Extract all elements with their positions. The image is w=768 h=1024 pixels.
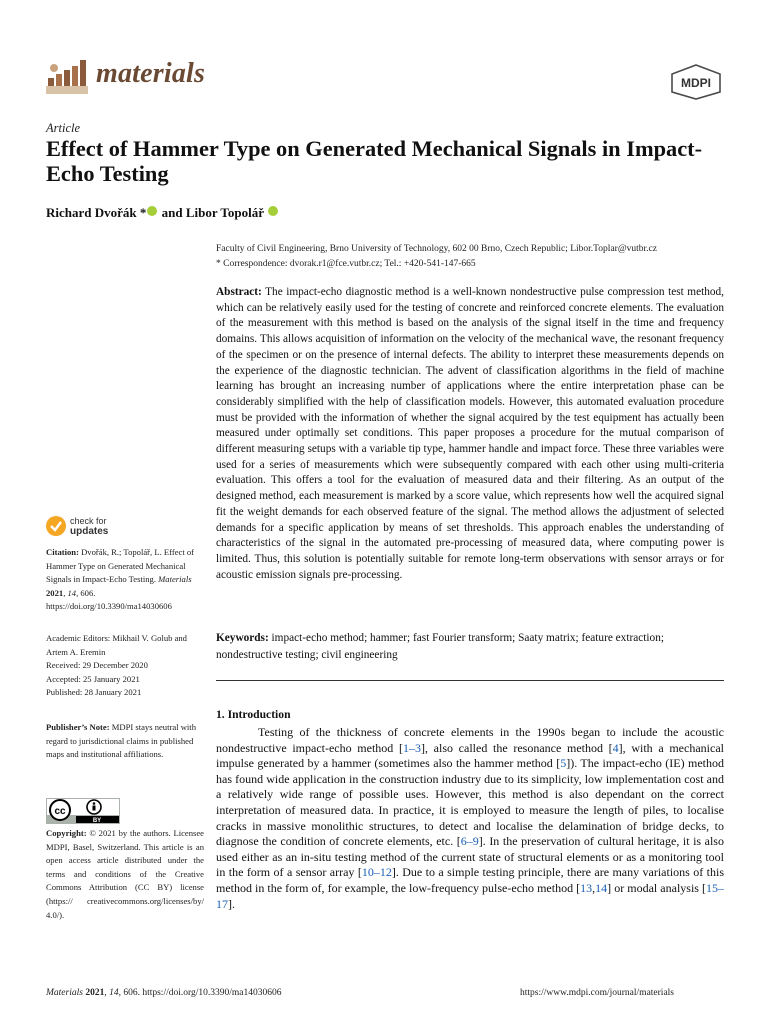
intro-text: ], also called the resonance method [: [420, 740, 613, 755]
intro-text: ]. In the preservation of cultural heritage, it is also used either as an in-situ testing method of the current state of structural elements or as a monitoring tool in the form of a sensor array [: [216, 834, 724, 880]
reference-link[interactable]: 1–3: [402, 740, 421, 755]
introduction-paragraph: [216, 725, 724, 912]
citation-volume: , 14,: [63, 587, 79, 598]
keywords: [216, 630, 730, 664]
abstract: [216, 285, 724, 583]
reference-link[interactable]: 13: [580, 880, 593, 895]
abstract-text: The impact-echo diagnostic method is a well-known nondestructive pulse compression test method, which can be relatively easily used for the testing of concrete and reinforced concrete elements. The evaluation of the measurement with this method is based on the analysis of the signal itself in the time and frequency domains. This allows acquisition of information on the velocity of the mechanical wave, the resonant frequency of the specimen or on the presence of internal defects. The ability to interpret these measurements depends on the experience of the diagnostic technician. The advent of classification algorithms in the field of machine learning has brought an increasing number of applications where the entire interpretation phase can be considerably simplified with the help of classification models. However, this automated evaluation procedure must be provided with the information of whether the signal acquired by the test equipment has actually been measured under optimally set conditions. This paper proposes a procedure for the mutual comparison of different measuring setups with a variable tip type, hammer handle and impact force. These three variables were used for a series of measurements which were subsequently compared with each other using multi-criteria evaluation. This offers a tool for the evaluation of measured data and their filtering. As an output of the designed method, each measurement is marked by a score value, which represents how well the acquired signal fit the weight demands for each observed feature of the signal. The method allows the adjustment of selected demands for a specific application by means of set thresholds. This approach enables the understanding of characteristics of the signal in the automated pre-processing of measured data, where computing power is limited. Thus, this solution is potentially suitable for remote long-term observations with sensor arrays or for acoustic emission signals pre-processing.: [216, 286, 724, 581]
check-for-updates-button[interactable]: [46, 514, 166, 538]
reference-link[interactable]: 15–17: [216, 880, 724, 911]
intro-text: ]. Due to a simple testing principle, there are many variations of this method in the form of, for example, the low-frequency pulse-echo method [: [216, 865, 724, 895]
keywords-label: Keywords:: [216, 632, 269, 644]
article-title: Effect of Hammer Type on Generated Mechanical Signals in Impact-Echo Testing: [46, 136, 703, 186]
intro-text: ], with a mechanical impulse generated by a hammer (sometimes also the hammer method [: [216, 740, 724, 771]
cc-by-label: BY: [92, 818, 102, 824]
accepted-date: Accepted: 25 January 2021: [46, 673, 140, 684]
author-2[interactable]: and Libor Topolář: [158, 205, 265, 220]
check-updates-line2: updates: [70, 526, 109, 537]
footer-journal: Materials: [46, 988, 83, 998]
intro-text: ] or modal analysis [: [607, 880, 706, 895]
citation-doi[interactable]: 606. https://doi.org/10.3390/ma14030606: [46, 587, 172, 612]
svg-text:cc: cc: [54, 806, 66, 817]
reference-link[interactable]: 6–9: [460, 834, 479, 849]
journal-logo-icon: [44, 56, 90, 96]
intro-text: ]). The impact-echo (IE) method has found wide application in the construction industry due to its simplicity, low implementation cost and a relatively wide range of possible uses. However, this method is also dependant on the correct interpretation of measured data. In practice, it is employed to measure the length of piles, to localise cracks in massive monolithic structures, to detect and localise the delamination of bridge decks, to diagnose the condition of concrete elements, etc. [: [216, 756, 724, 849]
editorial-info: [46, 632, 204, 700]
publisher-note: [46, 721, 204, 762]
publisher-note-label: Publisher’s Note:: [46, 722, 110, 732]
check-updates-label: [70, 516, 108, 537]
reference-link[interactable]: 5: [560, 756, 567, 771]
academic-editors: Academic Editors: Mikhail V. Golub and Artem A. Eremin: [46, 633, 187, 657]
section-divider: [216, 680, 724, 681]
correspondence-line: * Correspondence: dvorak.r1@fce.vutbr.cz; Tel.: +420-541-147-665: [216, 259, 476, 269]
footer-journal-url[interactable]: https://www.mdpi.com/journal/materials: [520, 988, 674, 998]
intro-text: ,: [592, 880, 596, 895]
affiliation-line: Faculty of Civil Engineering, Brno University of Technology, 602 00 Brno, Czech Republic; Libor.Toplar@vutbr.cz: [216, 244, 657, 254]
check-updates-icon: [46, 516, 66, 536]
copyright-text: © 2021 by the authors. Licensee MDPI, Basel, Switzerland. This article is an open access article distributed under the terms and conditions of the Creative Commons Attribution (CC BY) license (https:// creativecommons.org/licenses/by/ 4.0/).: [46, 828, 204, 920]
mdpi-logo-icon[interactable]: [670, 64, 722, 100]
affiliations: [216, 242, 736, 272]
reference-link[interactable]: 14: [595, 880, 608, 895]
footer-citation: [46, 988, 282, 998]
cc-by-license-icon[interactable]: [46, 798, 120, 824]
author-list: [46, 205, 279, 221]
article-type: Article: [46, 121, 81, 135]
footer-doi[interactable]: 606. https://doi.org/10.3390/ma14030606: [120, 988, 282, 998]
abstract-label: Abstract:: [216, 286, 262, 298]
check-updates-line1: check for: [70, 516, 107, 526]
citation-block: [46, 546, 204, 614]
reference-link[interactable]: 10–12: [361, 865, 392, 880]
section-heading: 1. Introduction: [216, 708, 291, 721]
citation-text: Dvořák, R.; Topolář, L. Effect of Hammer Type on Generated Mechanical Signals in Impact-Echo Testing.: [46, 547, 195, 585]
footer-year: 2021: [82, 988, 105, 998]
journal-name[interactable]: materials: [96, 58, 206, 89]
published-date: Published: 28 January 2021: [46, 687, 142, 698]
intro-text: Testing of the thickness of concrete elements in the 1990s began to include the acoustic nondestructive impact-echo method [: [216, 725, 724, 755]
reference-link[interactable]: 4: [612, 740, 619, 755]
received-date: Received: 29 December 2020: [46, 660, 148, 671]
copyright-block: [46, 827, 204, 922]
orcid-icon[interactable]: [268, 206, 278, 216]
mdpi-logo-text: MDPI: [681, 76, 711, 90]
citation-label: Citation:: [46, 547, 79, 557]
copyright-label: Copyright:: [46, 828, 87, 838]
keywords-text: impact-echo method; hammer; fast Fourier transform; Saaty matrix; feature extraction; nondestructive testing; civil engineering: [216, 632, 664, 661]
citation-journal: Materials: [158, 574, 192, 585]
citation-year: 2021: [46, 587, 64, 598]
intro-text: ].: [228, 896, 235, 911]
orcid-icon[interactable]: [147, 206, 157, 216]
publisher-note-text: MDPI stays neutral with regard to jurisdictional claims in published maps and institutional affiliations.: [46, 722, 196, 760]
author-1[interactable]: Richard Dvořák *: [46, 205, 147, 220]
footer-volume: , 14,: [104, 988, 121, 998]
